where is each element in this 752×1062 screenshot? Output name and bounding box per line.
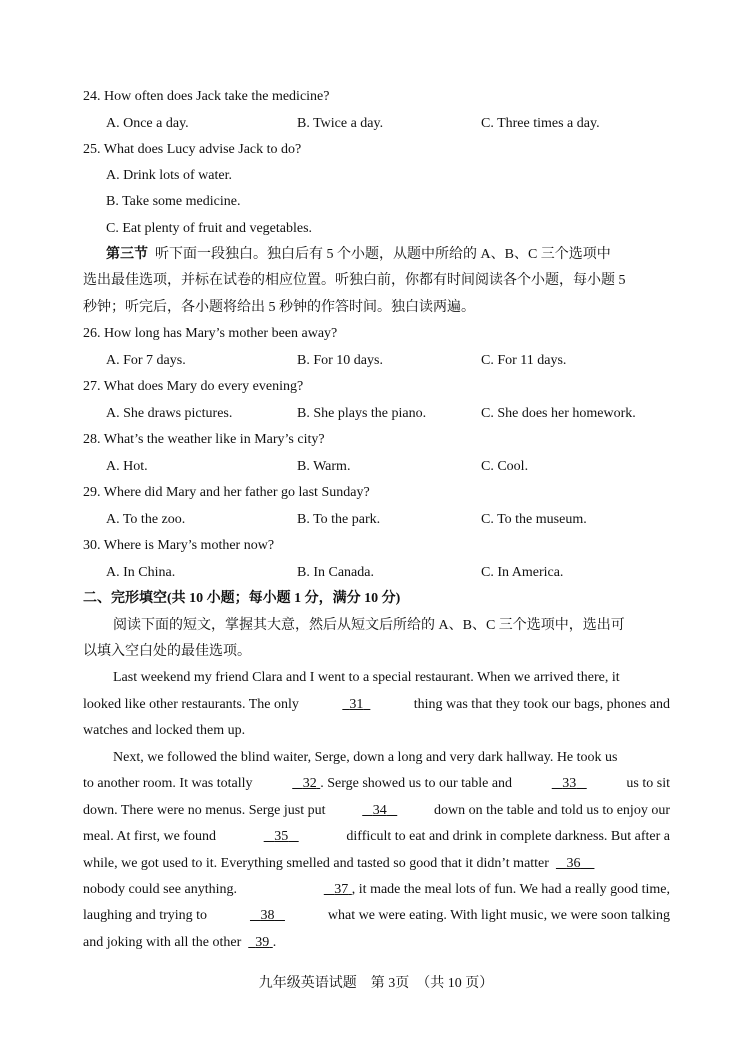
passage-text: what we were eating. With light music, we were soon talking	[327, 908, 670, 923]
passage-line-2	[83, 696, 670, 714]
q30-option-c: C. In America.	[481, 565, 564, 580]
passage-line-6	[83, 802, 670, 820]
passage-text: , it made the meal lots of fun. We had a really good time,	[351, 882, 670, 897]
question-30: 30. Where is Mary’s mother now?	[83, 538, 275, 553]
q27-option-a: A. She draws pictures.	[106, 406, 233, 421]
passage-text: thing was that they took our bags, phones and	[413, 697, 670, 712]
question-27: 27. What does Mary do every evening?	[83, 379, 304, 394]
passage-line-11	[83, 934, 276, 952]
q28-option-a: A. Hot.	[106, 459, 148, 474]
section3-line2: 选出最佳选项，并标在试卷的相应位置。听独白前，你都有时间阅读各个小题，每小题 5	[83, 273, 626, 288]
blank-34	[362, 802, 397, 820]
passage-text: us to sit	[626, 776, 670, 791]
passage-line-1: Last weekend my friend Clara and I went to a special restaurant. When we arrived there, it	[113, 670, 620, 685]
q24-option-c: C. Three times a day.	[481, 116, 600, 131]
passage-text: looked like other restaurants. The only	[83, 697, 299, 712]
passage-line-7	[83, 828, 670, 846]
passage-text: . Serge showed us to our table and	[320, 776, 513, 791]
blank-number: 32	[302, 776, 317, 791]
question-28: 28. What’s the weather like in Mary’s city?	[83, 432, 325, 447]
passage-text: down. There were no menus. Serge just put	[83, 803, 326, 818]
section3-text1: 听下面一段独白。独白后有 5 个小题，从题中所给的 A、B、C 三个选项中	[155, 247, 611, 262]
part2-instructions-1: 阅读下面的短文，掌握其大意，然后从短文后所给的 A、B、C 三个选项中，选出可	[113, 618, 625, 633]
q29-option-c: C. To the museum.	[481, 512, 587, 527]
passage-text: down on the table and told us to enjoy our	[433, 803, 670, 818]
q28-option-b: B. Warm.	[297, 459, 351, 474]
part2-instructions-2: 以填入空白处的最佳选项。	[83, 644, 251, 659]
q26-option-b: B. For 10 days.	[297, 353, 383, 368]
q29-option-b: B. To the park.	[297, 512, 381, 527]
blank-number: 38	[260, 908, 275, 923]
section3-line3: 秒钟；听完后，各小题将给出 5 秒钟的作答时间。独白读两遍。	[83, 300, 475, 315]
q28-option-c: C. Cool.	[481, 459, 529, 474]
blank-number: 35	[274, 829, 289, 844]
passage-line-10	[83, 907, 670, 925]
question-26: 26. How long has Mary’s mother been away?	[83, 326, 338, 341]
blank-number: 31	[349, 697, 364, 712]
q24-option-a: A. Once a day.	[106, 116, 189, 131]
section3-line1	[106, 246, 611, 264]
q27-option-c: C. She does her homework.	[481, 406, 636, 421]
passage-text: and joking with all the other	[83, 935, 242, 950]
passage-line-9	[83, 881, 670, 899]
passage-line-8	[83, 855, 594, 873]
blank-37	[324, 882, 352, 897]
passage-text: laughing and trying to	[83, 908, 208, 923]
blank-number: 36	[566, 856, 581, 871]
passage-text: to another room. It was totally	[83, 776, 253, 791]
passage-text: nobody could see anything.	[83, 882, 237, 897]
q25-option-c: C. Eat plenty of fruit and vegetables.	[106, 221, 313, 236]
q26-option-a: A. For 7 days.	[106, 353, 186, 368]
q25-option-a: A. Drink lots of water.	[106, 168, 232, 183]
question-25: 25. What does Lucy advise Jack to do?	[83, 142, 302, 157]
q27-option-b: B. She plays the piano.	[297, 406, 427, 421]
blank-32	[292, 776, 320, 791]
blank-36	[556, 856, 595, 871]
blank-39	[248, 935, 273, 950]
blank-number: 34	[372, 803, 387, 818]
passage-text: difficult to eat and drink in complete darkness. But after a	[346, 829, 670, 844]
blank-number: 33	[562, 776, 577, 791]
passage-line-3: watches and locked them up.	[83, 723, 246, 738]
blank-31	[342, 696, 370, 714]
page-footer: 九年级英语试题 第 3页 （共 10 页）	[258, 976, 494, 991]
q29-option-a: A. To the zoo.	[106, 512, 186, 527]
blank-35	[264, 828, 299, 846]
blank-38	[250, 907, 285, 925]
q24-option-b: B. Twice a day.	[297, 116, 384, 131]
blank-number: 39	[255, 935, 270, 950]
passage-text: meal. At first, we found	[83, 829, 216, 844]
passage-line-5	[83, 775, 670, 793]
q30-option-b: B. In Canada.	[297, 565, 374, 580]
q30-option-a: A. In China.	[106, 565, 176, 580]
q25-option-b: B. Take some medicine.	[106, 194, 241, 209]
passage-line-4: Next, we followed the blind waiter, Serge, down a long and very dark hallway. He took us	[113, 750, 618, 765]
question-24: 24. How often does Jack take the medicine?	[83, 89, 330, 104]
blank-33	[552, 775, 587, 793]
section3-title: 第三节	[106, 247, 148, 262]
passage-text: while, we got used to it. Everything smelled and tasted so good that it didn’t matter	[83, 856, 549, 871]
part2-heading: 二、完形填空(共 10 小题；每小题 1 分，满分 10 分)	[83, 591, 401, 606]
blank-number: 37	[334, 882, 349, 897]
question-29: 29. Where did Mary and her father go last Sunday?	[83, 485, 370, 500]
passage-text: .	[272, 935, 277, 950]
q26-option-c: C. For 11 days.	[481, 353, 567, 368]
